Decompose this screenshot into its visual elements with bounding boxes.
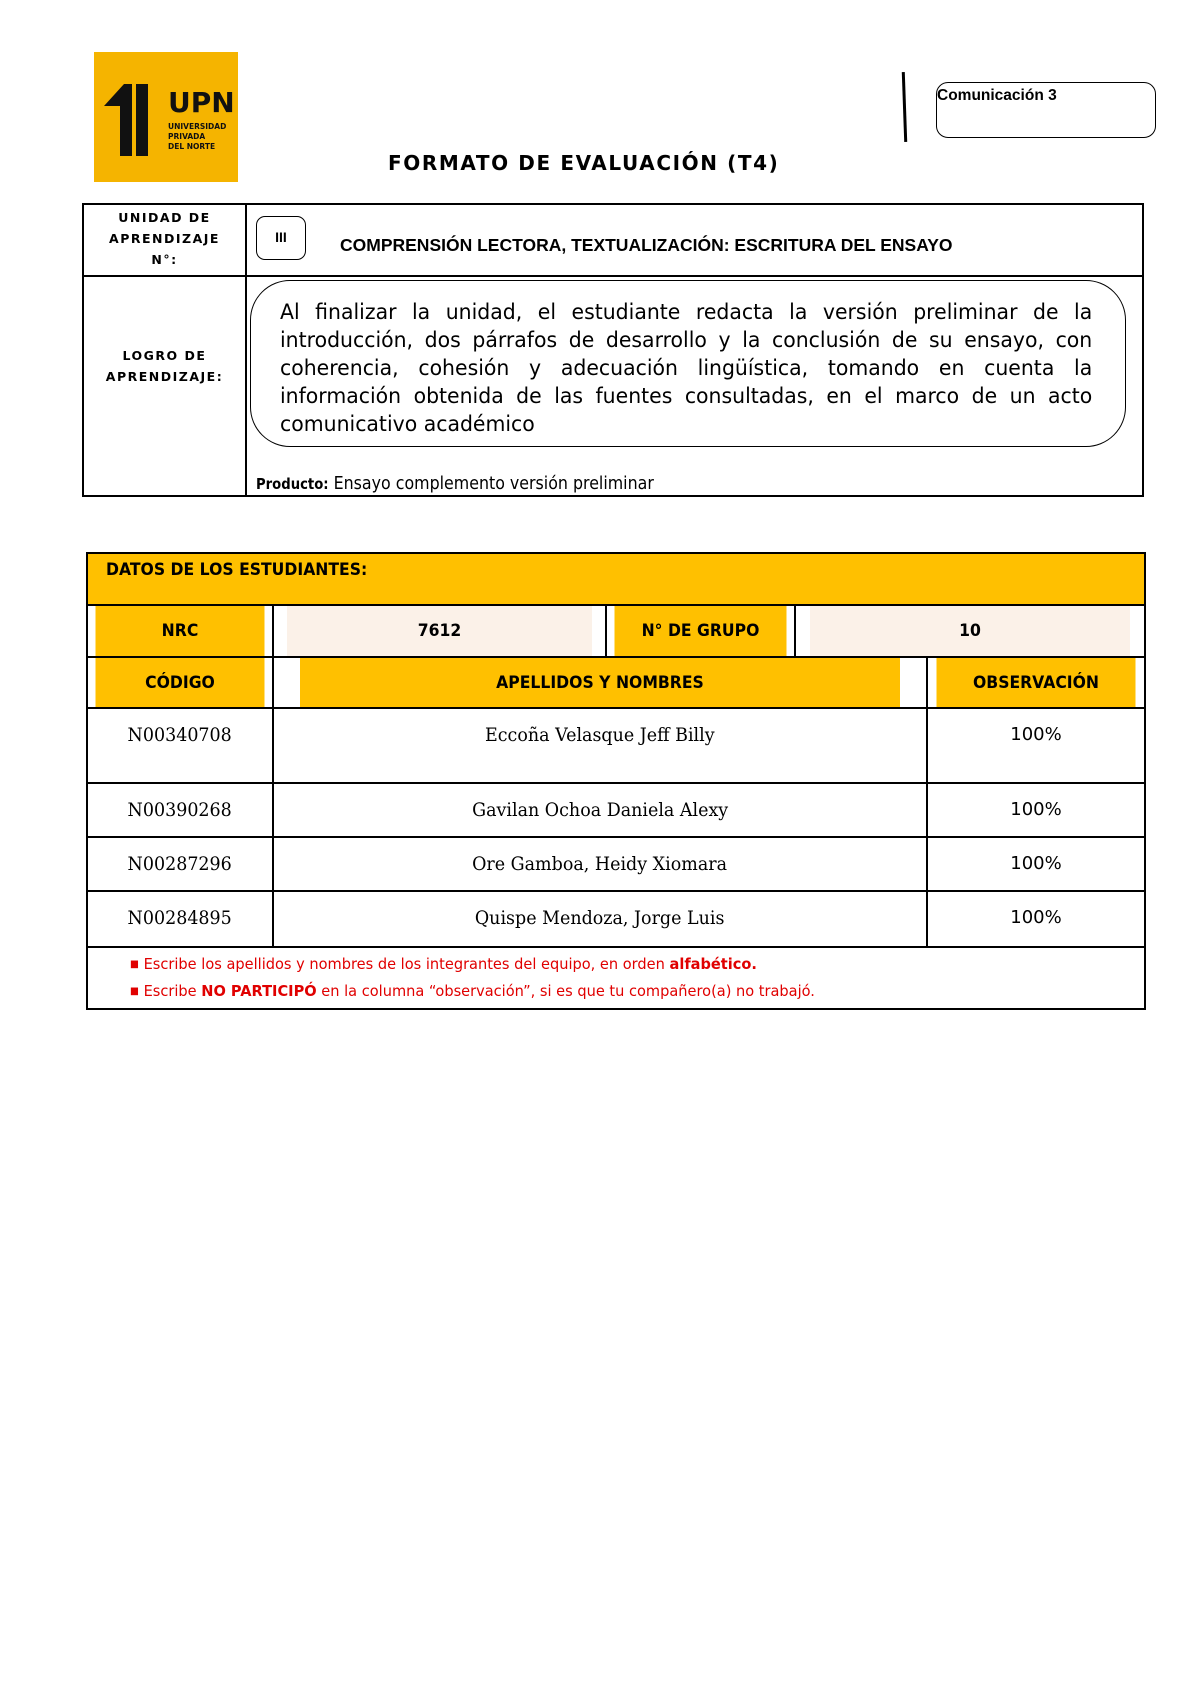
student-observacion: 100% <box>927 837 1145 891</box>
logo-wordmark: UPN <box>168 86 235 119</box>
student-observacion: 100% <box>927 783 1145 837</box>
col-header-nombres: APELLIDOS Y NOMBRES <box>299 657 901 708</box>
upn-arrow-icon <box>102 78 168 158</box>
student-observacion: 100% <box>927 708 1145 783</box>
col-header-observacion: OBSERVACIÓN <box>936 657 1137 708</box>
table-row <box>87 783 1145 837</box>
student-codigo: N00284895 <box>87 891 273 947</box>
course-label: Comunicación 3 <box>937 87 1057 104</box>
logro-text: Al finalizar la unidad, el estudiante redacta la versión preliminar de la introducción, dos párrafos de desarrollo y la conclusión de su ensayo, con coherencia, cohesión y adecuación lingüística, tomando en cuenta la información obtenida de las fuentes consultadas, en el marco de un acto comunicativo académico <box>280 300 1093 437</box>
instructions-notes <box>87 947 1145 1009</box>
col-header-codigo: CÓDIGO <box>94 657 265 708</box>
student-codigo: N00287296 <box>87 837 273 891</box>
unit-info-table <box>82 203 1144 497</box>
course-box <box>936 82 1156 138</box>
grupo-value: 10 <box>809 605 1131 657</box>
producto-line <box>256 473 654 494</box>
nrc-label: NRC <box>94 605 265 657</box>
table-row <box>87 708 1145 783</box>
note-line: ■ Escribe NO PARTICIPÓ en la columna “observación”, si es que tu compañero(a) no trabajó. <box>130 982 815 1000</box>
student-codigo: N00390268 <box>87 783 273 837</box>
unit-number: III <box>275 229 287 245</box>
grupo-label: N° DE GRUPO <box>614 605 788 657</box>
producto-value: Ensayo complemento versión preliminar <box>333 473 654 494</box>
students-table <box>86 552 1146 1010</box>
document-title: FORMATO DE EVALUACIÓN (T4) <box>388 151 780 175</box>
unit-label: UNIDAD DE APRENDIZAJE N°: <box>109 210 220 267</box>
unit-title: COMPRENSIÓN LECTORA, TEXTUALIZACIÓN: ESCRITURA DEL ENSAYO <box>340 235 953 255</box>
bullet-icon: ■ <box>130 986 139 997</box>
student-nombre: Gavilan Ochoa Daniela Alexy <box>273 783 927 837</box>
student-nombre: Ore Gamboa, Heidy Xiomara <box>273 837 927 891</box>
student-nombre: Quispe Mendoza, Jorge Luis <box>273 891 927 947</box>
student-codigo: N00340708 <box>87 708 273 783</box>
nrc-value: 7612 <box>286 605 592 657</box>
table-row <box>87 837 1145 891</box>
student-observacion: 100% <box>927 891 1145 947</box>
note-line: ■ Escribe los apellidos y nombres de los integrantes del equipo, en orden alfabético. <box>130 955 757 973</box>
logro-label: LOGRO DE APRENDIZAJE: <box>105 348 224 384</box>
student-nombre: Eccoña Velasque Jeff Billy <box>273 708 927 783</box>
students-section-title: DATOS DE LOS ESTUDIANTES: <box>87 553 1145 605</box>
upn-logo <box>94 52 238 182</box>
bullet-icon: ■ <box>130 959 139 970</box>
producto-label: Producto: <box>256 475 329 493</box>
logo-subtitle: UNIVERSIDAD PRIVADA DEL NORTE <box>168 122 227 151</box>
table-row <box>87 891 1145 947</box>
unit-number-box <box>256 216 306 260</box>
vertical-divider <box>902 72 907 142</box>
